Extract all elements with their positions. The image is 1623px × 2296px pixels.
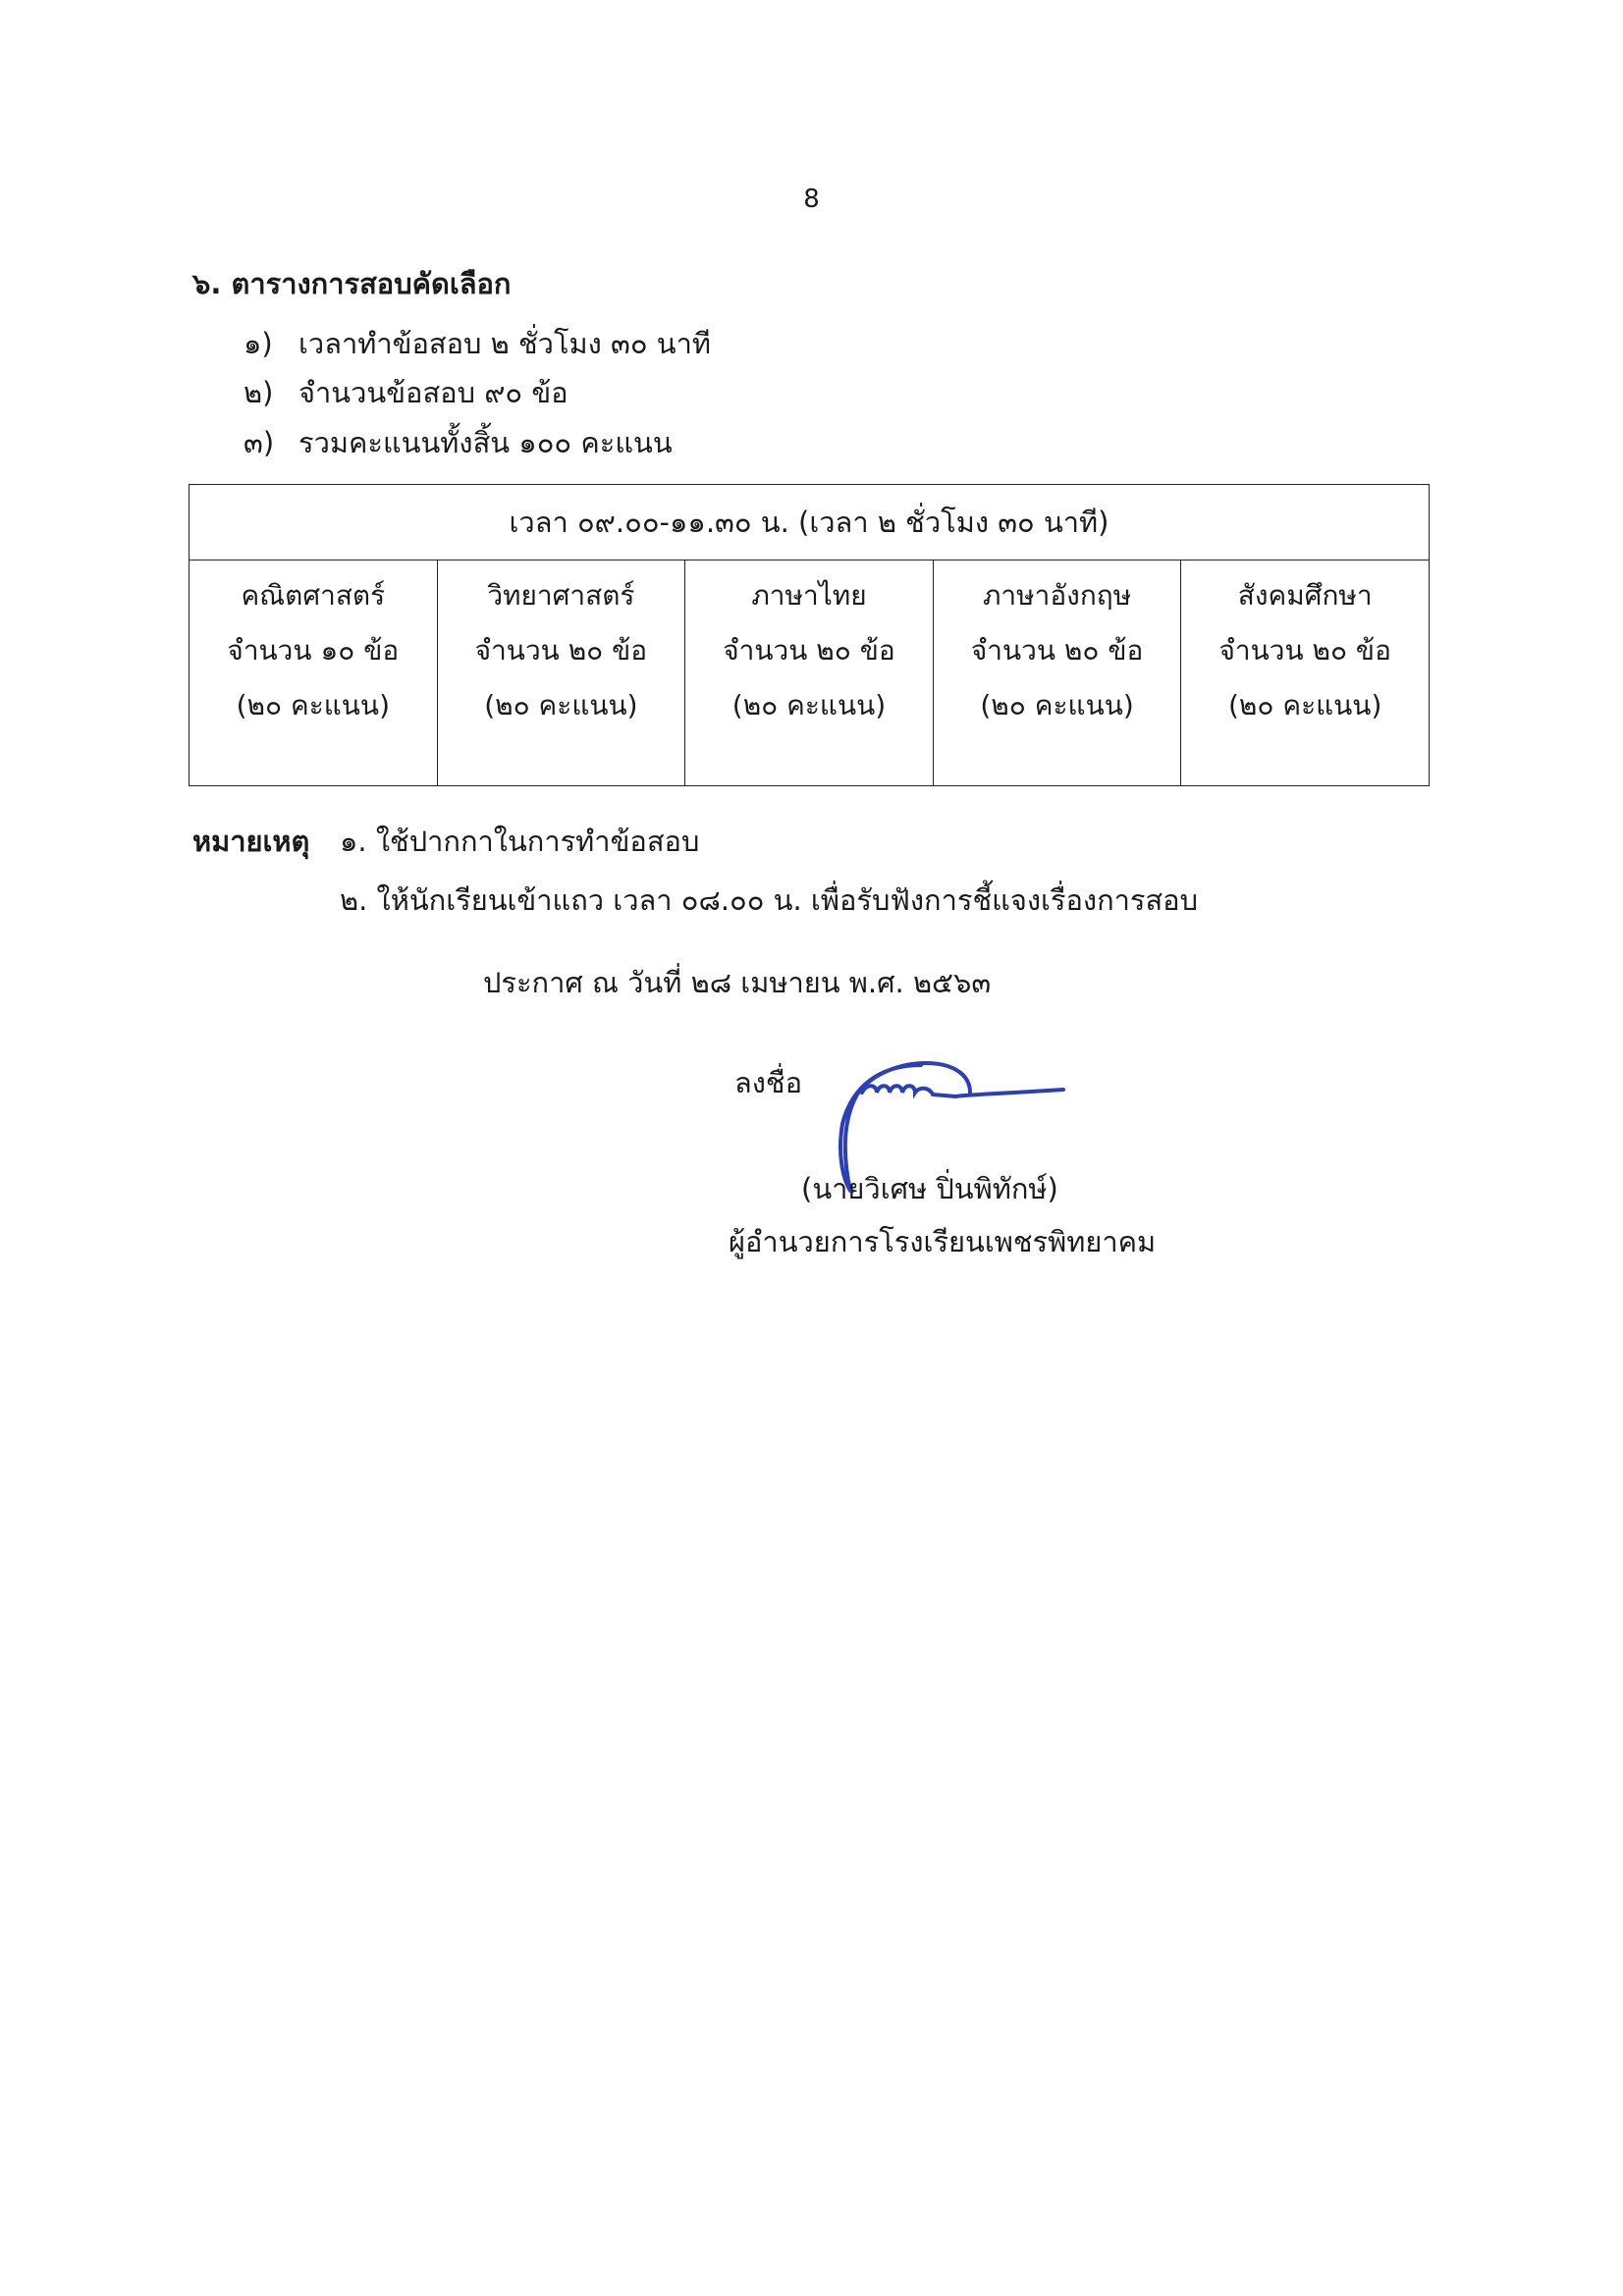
subject-count: จำนวน ๒๐ ข้อ — [970, 634, 1144, 667]
list-item-text: รวมคะแนนทั้งสิ้น ๑๐๐ คะแนน — [298, 426, 673, 459]
signer-name: (นายวิเศษ ปิ่นพิทักษ์) — [801, 1172, 1058, 1205]
subject-name: วิทยาศาสตร์ — [487, 579, 635, 612]
subject-count: จำนวน ๒๐ ข้อ — [474, 634, 648, 667]
schedule-header: เวลา ๐๙.๐๐-๑๑.๓๐ น. (เวลา ๒ ชั่วโมง ๓๐ นาที) — [189, 485, 1429, 561]
subject-score: (๒๐ คะแนน) — [1227, 689, 1382, 721]
subject-cell-science — [438, 561, 686, 785]
subject-score: (๒๐ คะแนน) — [731, 689, 887, 721]
subject-cell-thai — [685, 561, 934, 785]
signer-title: ผู้อำนวยการโรงเรียนเพชรพิทยาคม — [729, 1225, 1157, 1258]
subject-score: (๒๐ คะแนน) — [980, 689, 1134, 721]
list-item-number: ๓) — [243, 426, 275, 459]
subject-score: (๒๐ คะแนน) — [236, 689, 390, 721]
subject-score: (๒๐ คะแนน) — [484, 689, 638, 721]
list-item-number: ๑) — [243, 327, 273, 360]
subject-name: ภาษาอังกฤษ — [982, 579, 1132, 612]
subject-count: จำนวน ๒๐ ข้อ — [1218, 634, 1391, 667]
subject-name: สังคมศึกษา — [1237, 579, 1373, 612]
list-item-text: จำนวนข้อสอบ ๙๐ ข้อ — [298, 376, 568, 409]
page-number: 8 — [803, 185, 820, 214]
list-item — [243, 420, 673, 465]
subject-count: จำนวน ๑๐ ข้อ — [227, 634, 400, 667]
announcement-date: ประกาศ ณ วันที่ ๒๘ เมษายน พ.ศ. ๒๕๖๓ — [483, 966, 992, 999]
subject-cell-math — [189, 561, 438, 785]
subject-cell-social — [1181, 561, 1429, 785]
list-item-text: เวลาทำข้อสอบ ๒ ชั่วโมง ๓๐ นาที — [298, 327, 711, 360]
exam-schedule-table — [189, 484, 1430, 786]
subject-name: คณิตศาสตร์ — [241, 579, 386, 612]
note-line: ๑. ใช้ปากกาในการทำข้อสอบ — [340, 825, 700, 858]
sign-label: ลงชื่อ — [734, 1066, 803, 1099]
schedule-subjects-row — [189, 561, 1429, 785]
list-item — [243, 321, 711, 366]
subject-name: ภาษาไทย — [751, 579, 867, 612]
notes-label: หมายเหตุ — [192, 825, 310, 858]
subject-count: จำนวน ๒๐ ข้อ — [723, 634, 895, 667]
list-item — [243, 370, 568, 415]
note-line: ๒. ให้นักเรียนเข้าแถว เวลา ๐๘.๐๐ น. เพื่อรับฟังการชี้แจงเรื่องการสอบ — [340, 883, 1199, 917]
subject-cell-english — [934, 561, 1182, 785]
section-title: ๖. ตารางการสอบคัดเลือก — [192, 267, 512, 300]
list-item-number: ๒) — [243, 376, 274, 409]
